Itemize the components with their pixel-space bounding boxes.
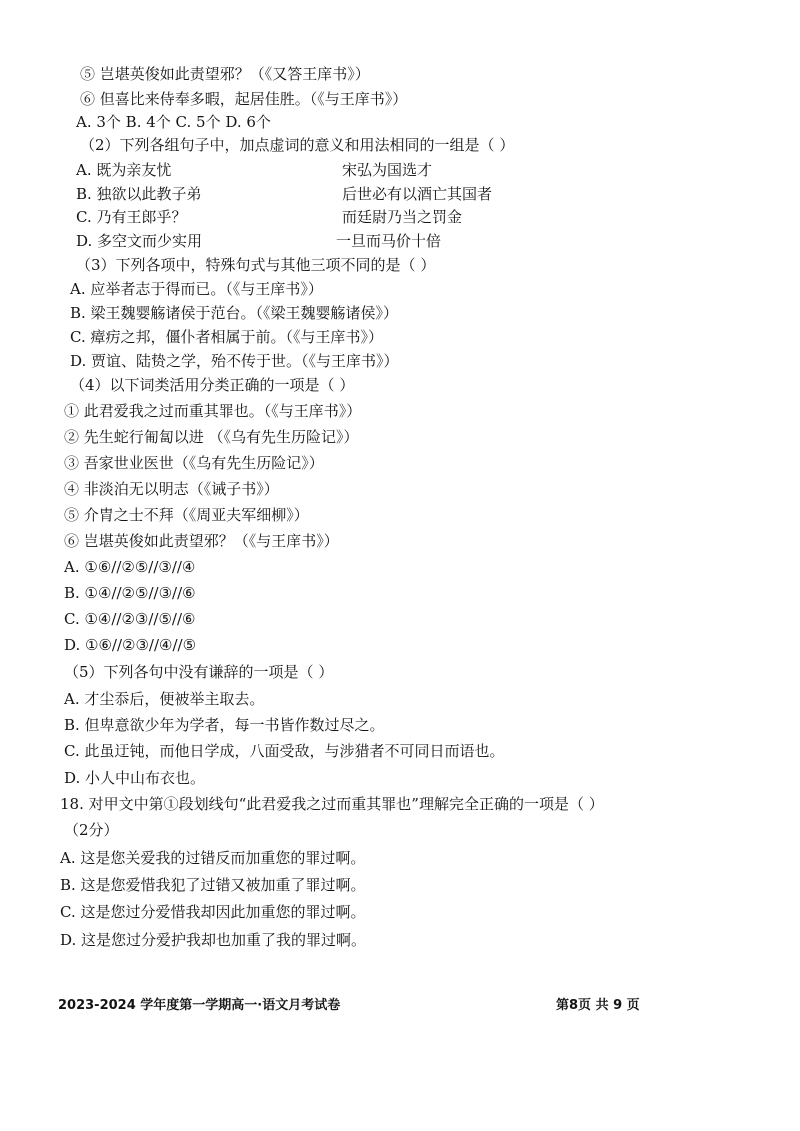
option: A. 应举者志于得而已。（《与王庠书》） [70,280,323,298]
option: C. 此虽迂钝，而他日学成，八面受敌，与涉猎者不可同日而语也。 [64,742,505,760]
option: B. 梁王魏婴觞诸侯于范台。（《梁王魏婴觞诸侯》） [70,304,399,322]
option: A. ①⑥//②⑤//③//④ [64,558,196,576]
option: C. 这是您过分爱惜我却因此加重您的罪过啊。 [60,903,366,921]
option: A. 才尘忝后，便被举主取去。 [64,690,265,708]
question-stem: （2）下列各组句子中，加点虚词的意义和用法相同的一组是（ ） [80,136,515,154]
option-left: B. 独欲以此教子弟 [76,185,202,203]
page-number: 第8页 共 9 页 [556,998,640,1013]
top-item: ⑤ 岂堪英俊如此责望邪？（《又答王庠书》） [80,65,370,83]
option: B. 但卑意欲少年为学者，每一书皆作数过尽之。 [64,716,385,734]
option: B. 这是您爱惜我犯了过错又被加重了罪过啊。 [60,876,366,894]
list-item: ① 此君爱我之过而重其罪也。（《与王庠书》） [64,402,362,420]
option: C. ①④//②③//⑤//⑥ [64,610,196,628]
top-answer-options: A. 3个 B. 4个 C. 5个 D. 6个 [76,113,271,131]
question-stem: （5）下列各句中没有谦辞的一项是（ ） [64,663,334,681]
question-stem: 18. 对甲文中第①段划线句“此君爱我之过而重其罪也”理解完全正确的一项是（ ） [60,795,604,813]
list-item: ⑥ 岂堪英俊如此责望邪？（《与王庠书》） [64,532,339,550]
list-item: ② 先生蛇行匍匐以进 （《乌有先生历险记》） [64,428,359,446]
option-left: A. 既为亲友忧 [76,161,172,179]
option-right: 宋弘为国选才 [342,161,433,179]
option-right: 而廷尉乃当之罚金 [342,208,463,226]
question-stem: （4）以下词类活用分类正确的一项是（ ） [70,376,355,394]
option: C. 瘴疠之邦，僵仆者相属于前。（《与王庠书》） [70,328,383,346]
list-item: ③ 吾家世业医世（《乌有先生历险记》） [64,454,324,472]
option-right: 一旦而马价十倍 [336,232,442,250]
list-item: ⑤ 介胄之士不拜（《周亚夫军细柳》） [64,506,309,524]
question-points: （2分） [64,821,119,839]
question-stem: （3）下列各项中，特殊句式与其他三项不同的是（ ） [76,256,436,274]
option-left: D. 多空文而少实用 [76,232,203,250]
option: A. 这是您关爱我的过错反而加重您的罪过啊。 [60,849,366,867]
option-left: C. 乃有王郎乎？ [76,208,187,226]
footer-title: 2023-2024 学年度第一学期高一·语文月考试卷 [58,998,341,1013]
list-item: ④ 非淡泊无以明志（《诫子书》） [64,480,279,498]
option: D. 这是您过分爱护我却也加重了我的罪过啊。 [60,931,367,949]
option: D. 贾谊、陆贽之学，殆不传于世。（《与王庠书》） [70,352,399,370]
top-item: ⑥ 但喜比来侍奉多暇，起居佳胜。（《与王庠书》） [80,90,408,108]
option: D. ①⑥//②③//④//⑤ [64,636,197,654]
option-right: 后世必有以酒亡其国者 [342,185,493,203]
option: B. ①④//②⑤//③//⑥ [64,584,196,602]
option: D. 小人中山布衣也。 [64,769,206,787]
